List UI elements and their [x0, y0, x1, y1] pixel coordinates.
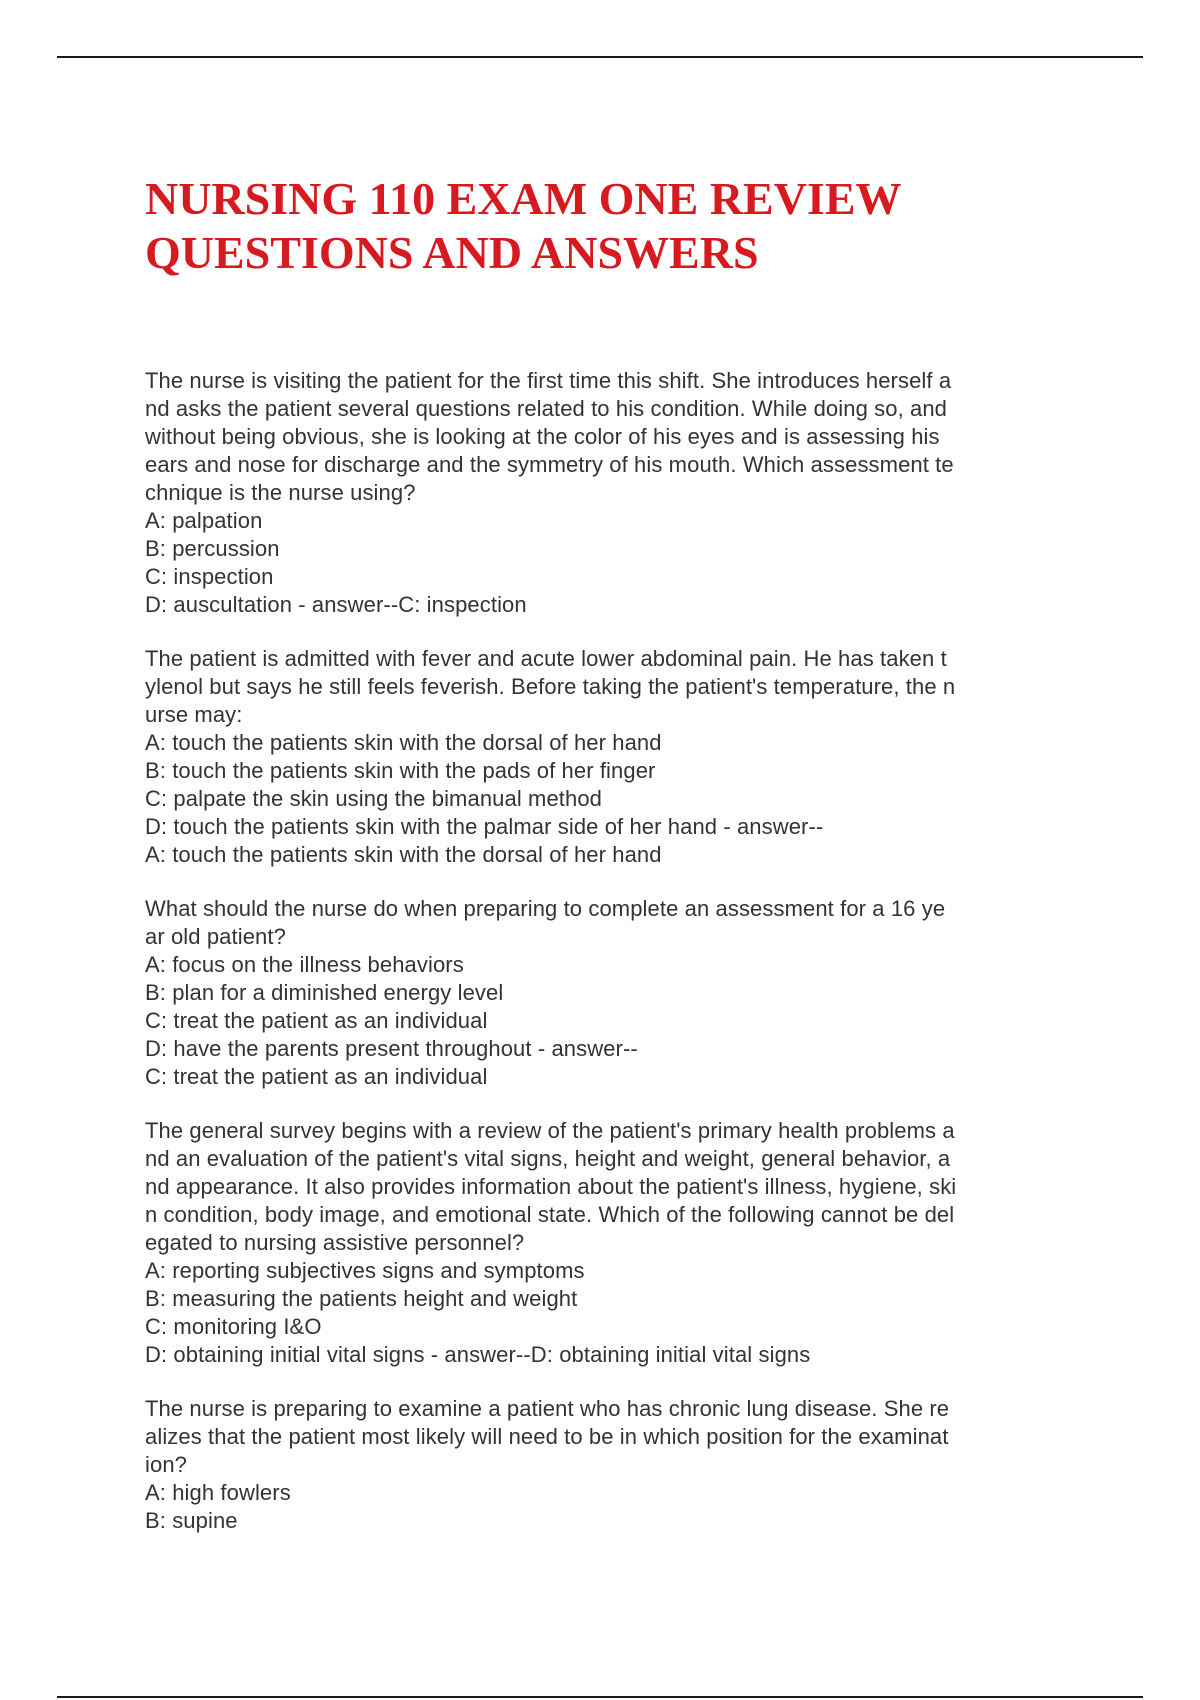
question-1-option-c: C: inspection [145, 564, 274, 589]
title-line-1: NURSING 110 EXAM ONE REVIEW [145, 173, 902, 224]
question-5-line: The nurse is preparing to examine a patient who has chronic lung disease. She re [145, 1396, 950, 1421]
question-1-line: chnique is the nurse using? [145, 480, 416, 505]
question-1-option-d-answer: D: auscultation - answer--C: inspection [145, 592, 527, 617]
question-2-line: The patient is admitted with fever and acute lower abdominal pain. He has taken t [145, 646, 947, 671]
question-4-line: nd an evaluation of the patient's vital signs, height and weight, general behavior, a [145, 1146, 951, 1171]
question-4-line: n condition, body image, and emotional state. Which of the following cannot be del [145, 1202, 955, 1227]
question-3-line: What should the nurse do when preparing to complete an assessment for a 16 ye [145, 896, 946, 921]
question-list [145, 367, 1065, 1561]
question-block-5 [145, 1395, 1065, 1535]
question-4-line: nd appearance. It also provides information about the patient's illness, hygiene, ski [145, 1174, 957, 1199]
question-3-answer: C: treat the patient as an individual [145, 1064, 488, 1089]
question-5-line: alizes that the patient most likely will need to be in which position for the examinat [145, 1424, 949, 1449]
question-2-option-b: B: touch the patients skin with the pads of her finger [145, 758, 656, 783]
question-block-3 [145, 895, 1065, 1091]
question-1-option-a: A: palpation [145, 508, 263, 533]
question-5-line: ion? [145, 1452, 187, 1477]
bottom-rule [57, 1696, 1143, 1698]
question-4-option-a: A: reporting subjectives signs and symptoms [145, 1258, 585, 1283]
question-block-2 [145, 645, 1065, 869]
question-4-option-c: C: monitoring I&O [145, 1314, 322, 1339]
document-title [145, 172, 1045, 280]
question-4-option-b: B: measuring the patients height and weight [145, 1286, 578, 1311]
question-1-line: nd asks the patient several questions related to his condition. While doing so, and [145, 396, 948, 421]
question-1-line: ears and nose for discharge and the symmetry of his mouth. Which assessment te [145, 452, 954, 477]
question-1-option-b: B: percussion [145, 536, 280, 561]
title-line-2: QUESTIONS AND ANSWERS [145, 227, 759, 278]
question-block-4 [145, 1117, 1065, 1369]
question-1-line: without being obvious, she is looking at the color of his eyes and is assessing his [145, 424, 940, 449]
question-5-option-b: B: supine [145, 1508, 238, 1533]
question-4-option-d-answer: D: obtaining initial vital signs - answer--D: obtaining initial vital signs [145, 1342, 811, 1367]
question-2-answer: A: touch the patients skin with the dorsal of her hand [145, 842, 662, 867]
question-4-line: egated to nursing assistive personnel? [145, 1230, 525, 1255]
question-2-line: ylenol but says he still feels feverish. Before taking the patient's temperature, the n [145, 674, 956, 699]
question-2-line: urse may: [145, 702, 243, 727]
question-3-option-a: A: focus on the illness behaviors [145, 952, 464, 977]
question-3-line: ar old patient? [145, 924, 286, 949]
question-3-option-b: B: plan for a diminished energy level [145, 980, 504, 1005]
question-2-option-d: D: touch the patients skin with the palmar side of her hand - answer-- [145, 814, 824, 839]
question-2-option-a: A: touch the patients skin with the dorsal of her hand [145, 730, 662, 755]
question-4-line: The general survey begins with a review of the patient's primary health problems a [145, 1118, 955, 1143]
question-1-line: The nurse is visiting the patient for the first time this shift. She introduces herself a [145, 368, 952, 393]
question-block-1 [145, 367, 1065, 619]
question-3-option-c: C: treat the patient as an individual [145, 1008, 488, 1033]
question-5-option-a: A: high fowlers [145, 1480, 291, 1505]
question-3-option-d: D: have the parents present throughout - answer-- [145, 1036, 638, 1061]
top-rule [57, 56, 1143, 58]
question-2-option-c: C: palpate the skin using the bimanual method [145, 786, 603, 811]
